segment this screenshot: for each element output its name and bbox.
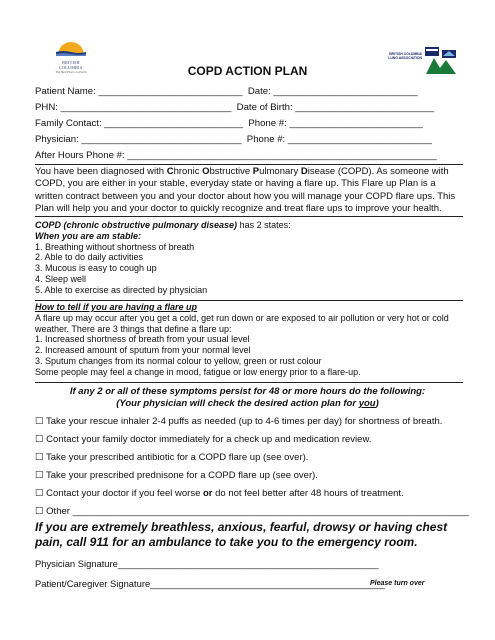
page-title: COPD ACTION PLAN <box>187 64 308 78</box>
phn-dob-line[interactable]: PHN: ________________________________ Date of Birth: __________________________ <box>35 102 435 113</box>
stable-heading: When you are am stable: <box>35 230 142 241</box>
action-item-other[interactable]: ☐ Other ___________________________________________________________________________ <box>35 506 469 517</box>
checkbox-icon[interactable]: ☐ <box>35 434 44 445</box>
physician-line[interactable]: Physician: ______________________________ Phone #: ___________________________ <box>35 134 432 145</box>
logo-wordmark-1: BRITISH <box>62 60 80 65</box>
family-contact-line[interactable]: Family Contact: __________________________ Phone #: _________________________ <box>35 118 423 129</box>
list-item: 2. Increased amount of sputum from your normal level <box>35 345 251 356</box>
checkbox-icon[interactable]: ☐ <box>35 452 44 463</box>
action-item-contact-doctor[interactable]: ☐ Contact your family doctor immediately for a check up and medication review. <box>35 434 372 445</box>
please-turn-over: Please turn over <box>370 580 425 587</box>
patient-signature-line[interactable]: Patient/Caregiver Signature_____________________________________________ <box>35 578 385 589</box>
list-item: 4. Sleep well <box>35 273 87 284</box>
checkbox-icon[interactable]: ☐ <box>35 488 44 499</box>
states-heading: COPD (chronic obstructive pulmonary disease) has 2 states: <box>35 220 291 230</box>
flare-note: Some people may feel a change in mood, fatigue or low energy prior to a flare-up. <box>35 366 361 377</box>
patient-name-date-line[interactable]: Patient Name: ___________________________ Date: ___________________________ <box>35 86 418 97</box>
logo-right-text: BRITISH COLUMBIA LUNG ASSOCIATION <box>388 52 422 60</box>
action-subheading: (Your physician will check the desired action plan for you) <box>116 398 379 409</box>
emergency-warning: If you are extremely breathless, anxious, fearful, drowsy or having chest pain, call 911 for an ambulance to take you to the emergency room. <box>35 520 448 549</box>
intro-paragraph: You have been diagnosed with Chronic Obstructive Pulmonary Disease (COPD). As someone with COPD, you are either in your stable, everyday state or having a flare up. This Flare up Plan is a written contract between you and your doctor about how you will manage your COPD flare ups. This Plan will help you and your doctor to quickly recognize and treat flare ups to improve your health. <box>35 166 456 215</box>
action-item-prednisone[interactable]: ☐ Take your prescribed prednisone for a COPD flare up (see over). <box>35 470 318 481</box>
action-heading: If any 2 or all of these symptoms persist for 48 or more hours do the following: <box>69 386 426 397</box>
flare-intro: A flare up may occur after you get a cold, get run down or are exposed to air pollution or very hot or cold weather. There are 3 things that define a flare up: <box>35 312 449 334</box>
list-item: 1. Increased shortness of breath from your usual level <box>35 334 250 345</box>
physician-signature-line[interactable]: Physician Signature__________________________________________________ <box>35 558 379 569</box>
list-item: 2. Able to do daily activities <box>35 252 144 263</box>
sunset-icon <box>56 40 86 56</box>
divider <box>35 382 463 383</box>
copd-states-section <box>35 220 465 296</box>
checkbox-icon[interactable]: ☐ <box>35 506 44 517</box>
flare-up-section <box>35 302 465 378</box>
checkbox-icon[interactable]: ☐ <box>35 470 44 481</box>
action-item-feel-worse[interactable]: ☐ Contact your doctor if you feel worse or do not feel better after 48 hours of treatment. <box>35 488 404 499</box>
list-item: 3. Mucous is easy to cough up <box>35 263 157 274</box>
divider <box>35 216 463 217</box>
flare-heading: How to tell if you are having a flare up <box>35 302 198 312</box>
logo-tagline: The Best Place on Earth <box>55 70 87 74</box>
action-item-antibiotic[interactable]: ☐ Take your prescribed antibiotic for a COPD flare up (see over). <box>35 452 309 463</box>
list-item: 3. Sputum changes from its normal colour to yellow, green or rust colour <box>35 355 322 366</box>
after-hours-line[interactable]: After Hours Phone #: __________________________________________________________ <box>35 150 437 161</box>
list-item: 5. Able to exercise as directed by physician <box>35 284 208 295</box>
logo-wordmark-2: COLUMBIA <box>59 64 83 70</box>
action-item-inhaler[interactable]: ☐ Take your rescue inhaler 2-4 puffs as needed (up to 4-6 times per day) for shortness of breath. <box>35 416 443 427</box>
divider <box>35 300 463 301</box>
checkbox-icon[interactable]: ☐ <box>35 416 44 427</box>
list-item: 1. Breathing without shortness of breath <box>35 241 195 252</box>
divider <box>35 164 463 165</box>
